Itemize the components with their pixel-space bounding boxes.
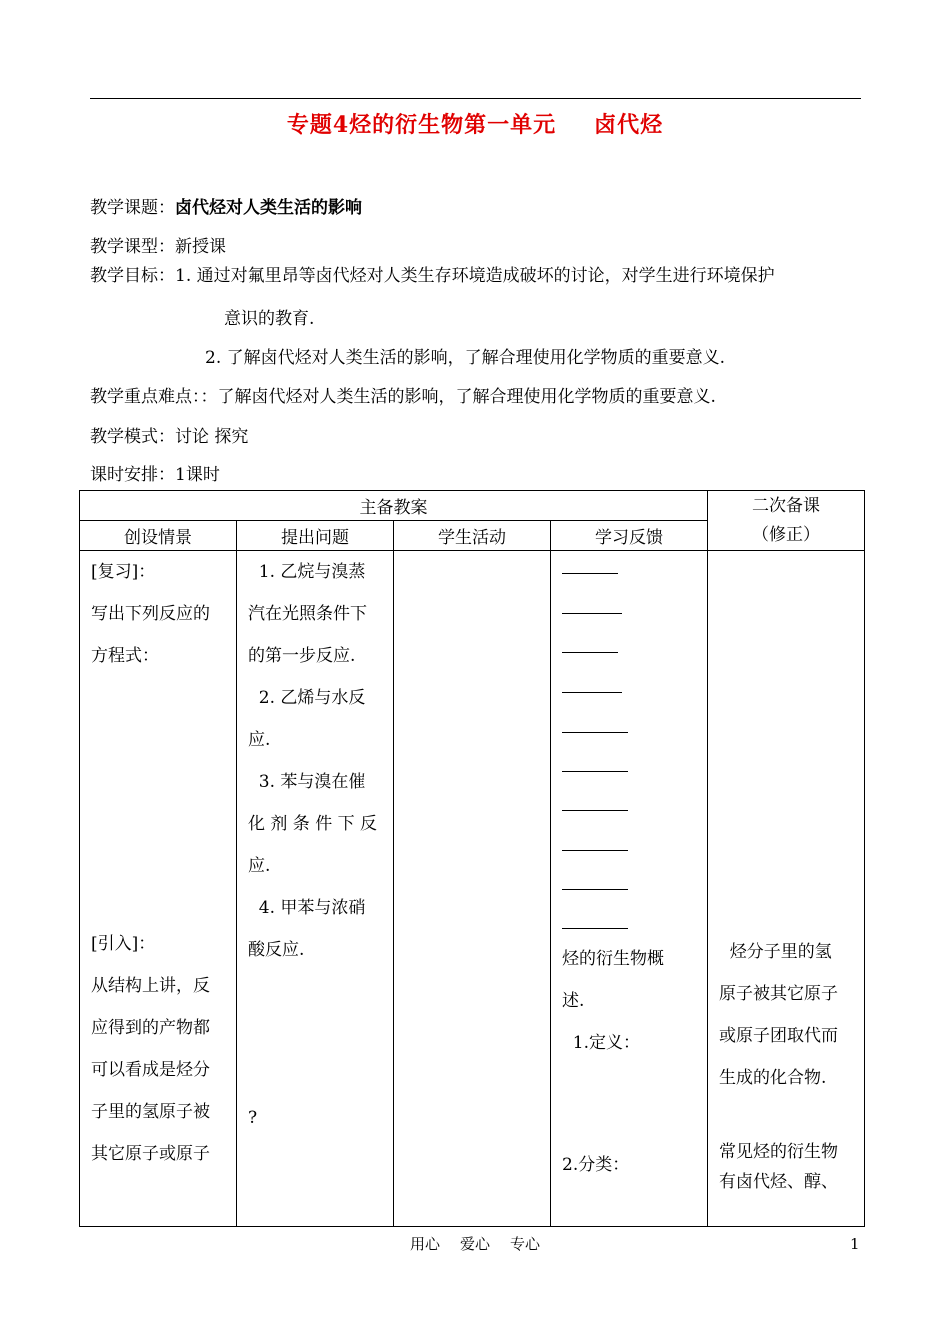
revision-line: 有卤代烃、醇、: [719, 1172, 838, 1192]
answer-blank: [562, 850, 628, 851]
question-line: 2. 乙烯与水反: [248, 688, 366, 708]
feedback-line: 2.分类：: [562, 1155, 630, 1175]
title-part2: 卤代烃: [594, 112, 664, 138]
header-second-line1: 二次备课: [752, 495, 820, 516]
cell-revision: [708, 551, 865, 1227]
question-line: [248, 1013, 387, 1055]
cell-questions: [237, 551, 394, 1227]
scenario-line: [91, 887, 230, 923]
scenario-line: 写出下列反应的: [91, 604, 210, 624]
question-line: 4. 甲苯与浓硝: [248, 898, 366, 918]
scenario-line: 方程式：: [91, 646, 159, 666]
header-second-plan: [708, 491, 865, 551]
footer-motto: [0, 1233, 950, 1254]
revision-line: 生成的化合物.: [719, 1068, 827, 1088]
revision-line: 或原子团取代而: [719, 1026, 838, 1046]
scenario-line: [91, 677, 230, 719]
answer-blank: [562, 928, 628, 929]
goal-line-1: 教学目标：1. 通过对氟里昂等卤代烃对人类生存环境造成破坏的讨论，对学生进行环境保护: [90, 266, 775, 286]
scenario-line: [复习]：: [91, 562, 156, 582]
footer-text-2: 爱心: [459, 1235, 490, 1253]
feedback-line: 述.: [562, 991, 585, 1011]
question-line: [248, 1139, 387, 1181]
question-line: 1. 乙烷与溴蒸: [248, 562, 366, 582]
question-line: 3. 苯与溴在催: [248, 772, 366, 792]
mode-line: 教学模式：讨论 探究: [90, 427, 249, 447]
question-line: 的第一步反应.: [248, 646, 356, 666]
scenario-line: 子里的氢原子被: [91, 1102, 210, 1122]
scenario-line: [91, 761, 230, 803]
revision-line: [719, 1099, 858, 1137]
question-line: ?: [248, 1108, 258, 1128]
question-line: [248, 971, 387, 1013]
goal-line-1-cont: 意识的教育.: [224, 309, 315, 329]
answer-blank: [562, 692, 622, 693]
question-line: 汽在光照条件下: [248, 604, 367, 624]
scenario-line: 从结构上讲，反: [91, 976, 210, 996]
answer-blank: [562, 613, 622, 614]
answer-blank: [562, 652, 618, 653]
scenario-line: [91, 803, 230, 845]
type-line: 教学课型：新授课: [90, 237, 226, 257]
question-line: 化 剂 条 件 下 反: [248, 814, 378, 834]
column-header-questions: 提出问题: [237, 521, 394, 551]
answer-blank: [562, 810, 628, 811]
title-part1: 专题4烃的衍生物第一单元: [286, 112, 557, 138]
cell-scenario: [80, 551, 237, 1227]
key-points-line: 教学重点难点：：了解卤代烃对人类生活的影响，了解合理使用化学物质的重要意义.: [90, 387, 716, 407]
revision-line: 常见烃的衍生物: [719, 1142, 838, 1162]
scenario-line: [91, 845, 230, 887]
question-line: 酸反应.: [248, 940, 305, 960]
scenario-line: [91, 719, 230, 761]
footer-text-3: 专心: [510, 1235, 541, 1253]
cell-feedback: [551, 551, 708, 1227]
cell-activity: [394, 551, 551, 1227]
header-second-line2: （修正）: [752, 524, 820, 545]
feedback-line: [562, 1064, 701, 1106]
question-line: 应.: [248, 730, 271, 750]
lesson-plan-table: [79, 490, 865, 1227]
answer-blank: [562, 889, 628, 890]
scenario-line: [引入]：: [91, 934, 156, 954]
goal-line-2: 2. 了解卤代烃对人类生活的影响，了解合理使用化学物质的重要意义.: [205, 348, 726, 368]
page-number: 1: [850, 1235, 860, 1253]
topic-line: [90, 197, 362, 219]
feedback-line: 烃的衍生物概: [562, 949, 664, 969]
answer-blank: [562, 573, 618, 574]
scenario-line: 可以看成是烃分: [91, 1060, 210, 1080]
schedule-line: 课时安排：1课时: [90, 465, 220, 485]
header-main-plan: 主备教案: [80, 491, 708, 521]
scenario-line: 其它原子或原子: [91, 1144, 210, 1164]
revision-line: 原子被其它原子: [719, 984, 838, 1004]
topic-label: 教学课题：: [90, 198, 175, 218]
footer-text-1: 用心: [409, 1235, 440, 1253]
scenario-line: 应得到的产物都: [91, 1018, 210, 1038]
question-line: [248, 1055, 387, 1097]
page-title: [0, 108, 950, 139]
topic-value: 卤代烃对人类生活的影响: [175, 198, 362, 218]
column-header-activity: 学生活动: [394, 521, 551, 551]
answer-blank: [562, 771, 628, 772]
column-header-feedback: 学习反馈: [551, 521, 708, 551]
answer-blank: [562, 732, 628, 733]
column-header-scenario: 创设情景: [80, 521, 237, 551]
top-rule: [90, 98, 861, 99]
feedback-line: [562, 1106, 701, 1144]
question-line: 应.: [248, 856, 271, 876]
feedback-line: 1.定义：: [562, 1033, 641, 1053]
revision-line: 烃分子里的氢: [719, 942, 832, 962]
